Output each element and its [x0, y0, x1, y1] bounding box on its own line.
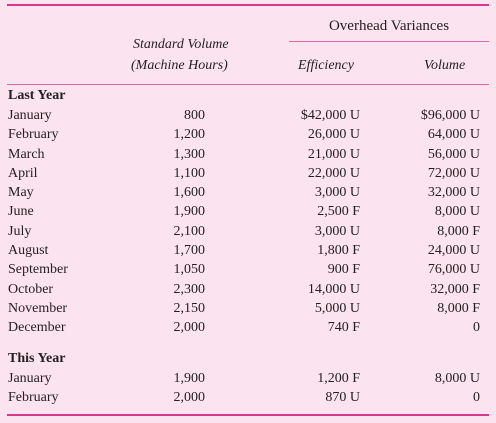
month-cell: September — [8, 262, 68, 278]
efficiency-column-header: Efficiency — [298, 58, 354, 73]
month-cell: July — [8, 223, 32, 239]
month-cell: December — [8, 320, 66, 336]
month-cell: October — [8, 281, 54, 297]
overhead-variances-header: Overhead Variances — [328, 18, 450, 34]
standard-volume-header-line2: (Machine Hours) — [131, 58, 228, 73]
efficiency-variance-cell: 14,000 U — [307, 281, 360, 297]
standard-volume-cell: 800 — [184, 108, 205, 123]
efficiency-variance-cell: 5,000 U — [314, 300, 360, 316]
top-rule — [7, 4, 489, 6]
month-cell: January — [8, 108, 52, 123]
table-row — [0, 282, 496, 301]
volume-variance-cell: 0 — [473, 320, 480, 336]
standard-volume-header-line1: Standard Volume — [133, 37, 229, 52]
volume-variance-cell: 0 — [473, 390, 480, 406]
efficiency-variance-cell: 26,000 U — [307, 127, 360, 143]
bottom-rule — [7, 414, 489, 416]
volume-variance-cell: 8,000 F — [437, 223, 480, 239]
table-row — [0, 127, 496, 146]
volume-variance-cell: 76,000 U — [427, 262, 480, 278]
month-cell: April — [8, 165, 38, 181]
standard-volume-cell: 1,900 — [173, 371, 205, 386]
table-row — [0, 147, 496, 166]
standard-volume-cell: 2,150 — [173, 300, 205, 316]
efficiency-variance-cell: 3,000 U — [314, 223, 360, 239]
volume-variance-cell: 8,000 F — [437, 300, 480, 316]
table-row — [0, 371, 496, 390]
header-divider — [7, 84, 489, 85]
standard-volume-cell: 1,300 — [173, 146, 205, 162]
table-row — [0, 166, 496, 185]
volume-variance-cell: 32,000 U — [427, 185, 480, 201]
efficiency-variance-cell: 2,500 F — [317, 204, 360, 220]
table-row — [0, 301, 496, 320]
efficiency-variance-cell: 1,200 F — [317, 371, 360, 386]
standard-volume-cell: 2,300 — [173, 281, 205, 297]
volume-variance-cell: 64,000 U — [427, 127, 480, 143]
efficiency-variance-cell: 21,000 U — [307, 146, 360, 162]
efficiency-variance-cell: 900 F — [327, 262, 360, 278]
standard-volume-cell: 2,100 — [173, 223, 205, 239]
last-year-heading: Last Year — [8, 88, 66, 103]
standard-volume-cell: 1,050 — [173, 262, 205, 278]
table-row — [0, 243, 496, 262]
efficiency-variance-cell: 22,000 U — [307, 165, 360, 181]
standard-volume-cell: 1,100 — [173, 165, 205, 181]
this-year-heading: This Year — [8, 351, 66, 366]
month-cell: August — [8, 243, 49, 259]
table-row — [0, 108, 496, 127]
standard-volume-cell: 1,200 — [173, 127, 205, 143]
table-row — [0, 204, 496, 223]
table-row — [0, 390, 496, 409]
table-row — [0, 224, 496, 243]
standard-volume-cell: 2,000 — [173, 390, 205, 406]
month-cell: January — [8, 371, 52, 386]
volume-variance-cell: 8,000 U — [434, 204, 480, 220]
efficiency-variance-cell: 870 U — [325, 390, 360, 406]
efficiency-variance-cell: $42,000 U — [300, 108, 360, 123]
volume-variance-cell: 32,000 F — [430, 281, 480, 297]
standard-volume-cell: 1,900 — [173, 204, 205, 220]
efficiency-variance-cell: 3,000 U — [314, 185, 360, 201]
group-header-underline — [289, 41, 489, 42]
volume-variance-cell: 8,000 U — [434, 371, 480, 386]
volume-variance-cell: 24,000 U — [427, 243, 480, 259]
month-cell: November — [8, 300, 68, 316]
standard-volume-cell: 1,600 — [173, 185, 205, 201]
month-cell: May — [8, 185, 34, 201]
month-cell: March — [8, 146, 45, 162]
table-row — [0, 185, 496, 204]
volume-variance-cell: $96,000 U — [420, 108, 480, 123]
volume-column-header: Volume — [424, 58, 466, 73]
last-year-rows — [0, 108, 496, 340]
efficiency-variance-cell: 1,800 F — [317, 243, 360, 259]
table-row — [0, 320, 496, 339]
standard-volume-cell: 2,000 — [173, 320, 205, 336]
month-cell: February — [8, 127, 59, 143]
volume-variance-cell: 72,000 U — [427, 165, 480, 181]
month-cell: June — [8, 204, 34, 220]
this-year-rows — [0, 371, 496, 410]
standard-volume-cell: 1,700 — [173, 243, 205, 259]
table-row — [0, 262, 496, 281]
efficiency-variance-cell: 740 F — [327, 320, 360, 336]
month-cell: February — [8, 390, 59, 406]
volume-variance-cell: 56,000 U — [427, 146, 480, 162]
